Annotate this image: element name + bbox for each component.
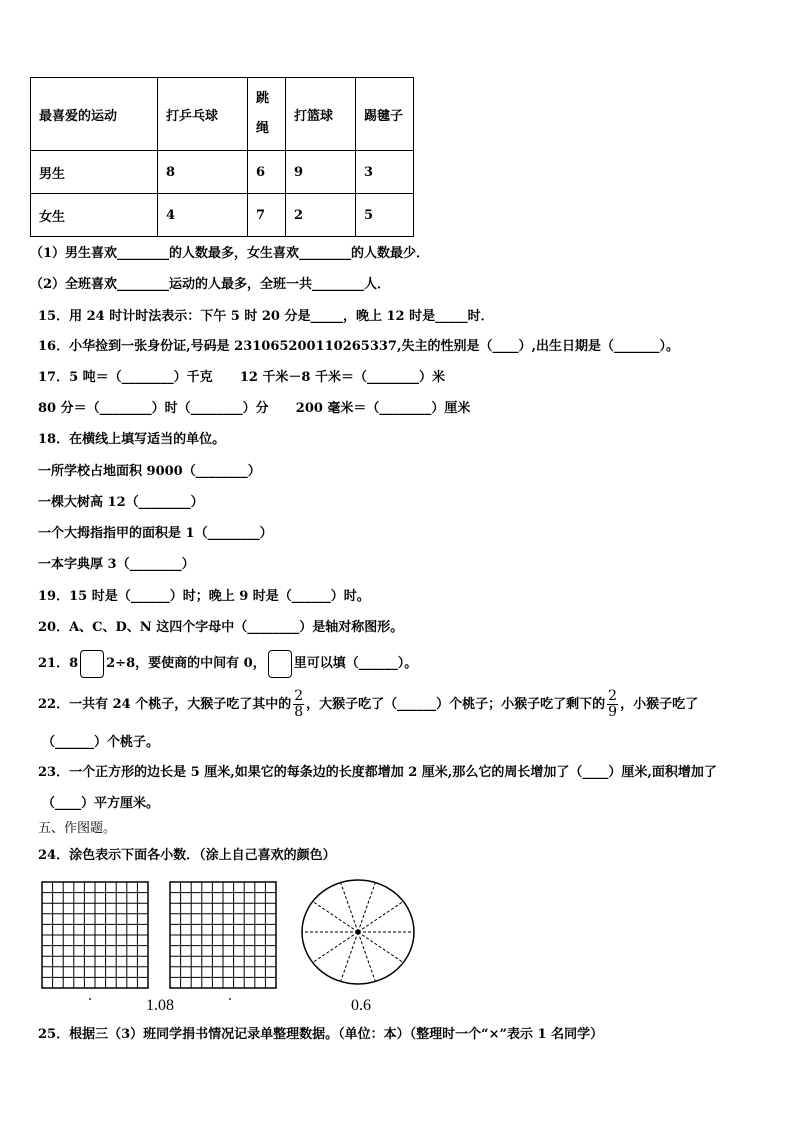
radius-line (358, 901, 403, 932)
radius-line (341, 932, 358, 981)
question-19: 19．15 时是（______）时；晚上 9 时是（______）时。 (38, 589, 370, 604)
center-dot (356, 930, 361, 935)
table-cell: 2 (286, 194, 356, 237)
table-cell: 7 (248, 194, 286, 237)
table-cell: 男生 (31, 151, 158, 194)
question-18d: 一本字典厚 3（________） (38, 557, 195, 572)
table-cell: 6 (248, 151, 286, 194)
table-row (31, 194, 414, 237)
answer-box (80, 650, 104, 678)
radius-line (313, 901, 358, 932)
question-22 (38, 688, 698, 722)
table-cell: 3 (356, 151, 414, 194)
question-14-1: （1）男生喜欢________的人数最多，女生喜欢________的人数最少． (30, 246, 430, 261)
table-header-cell: 打乒乓球 (158, 78, 248, 151)
table-cell: 4 (158, 194, 248, 237)
numerator: 2 (608, 688, 618, 704)
denominator: 9 (608, 704, 618, 720)
table-cell: 5 (356, 194, 414, 237)
q21-text: 2÷8，要使商的中间有 0， (106, 656, 266, 671)
question-23: 23．一个正方形的边长是 5 厘米,如果它的每条边的长度都增加 2 厘米,那么它的周长增加了（____）厘米,面积增加了 (38, 765, 717, 780)
question-18: 18．在横线上填写适当的单位。 (38, 432, 226, 447)
label-0-6: 0.6 (351, 997, 371, 1014)
fraction (293, 689, 304, 720)
fraction (607, 689, 618, 720)
numerator: 2 (294, 688, 304, 704)
q22-text: 22．一共有 24 个桃子，大猴子吃了其中的 (38, 697, 292, 712)
label-1-08: 1.08 (146, 997, 174, 1014)
question-15: 15．用 24 时计时法表示：下午 5 时 20 分是_____，晚上 12 时是_____时． (38, 309, 494, 324)
radius-line (358, 932, 375, 981)
question-23-cont: （____）平方厘米。 (42, 796, 160, 811)
table-cell: 女生 (31, 194, 158, 237)
table-header-cell: 打篮球 (286, 78, 356, 151)
denominator: 8 (294, 704, 304, 720)
question-24: 24．涂色表示下面各小数．（涂上自己喜欢的颜色） (38, 848, 336, 863)
table-row (31, 151, 414, 194)
question-16: 16．小华捡到一张身份证,号码是 231065200110265337,失主的性别是（____）,出生日期是（_______）。 (38, 339, 680, 354)
q22-text: ，大猴子吃了（______）个桃子；小猴子吃了剩下的 (306, 697, 606, 712)
radius-line (358, 883, 375, 932)
q22-text: ，小猴子吃了 (620, 697, 699, 712)
radius-line (313, 932, 358, 963)
radius-line (341, 883, 358, 932)
question-22-cont: （______）个桃子。 (42, 735, 160, 750)
q21-text: 里可以填（______）。 (293, 656, 418, 671)
question-25: 25．根据三（3）班同学捐书情况记录单整理数据。（单位：本）（整理时一个“×”表示 1 名同学） (38, 1027, 604, 1042)
q21-text: 21．8 (38, 656, 79, 671)
table-cell: 8 (158, 151, 248, 194)
question-18a: 一所学校占地面积 9000（________） (38, 464, 261, 479)
sports-table (30, 77, 414, 237)
answer-box (268, 650, 292, 678)
question-21 (38, 649, 417, 679)
table-header-cell: 踢毽子 (356, 78, 414, 151)
question-18b: 一棵大树高 12（________） (38, 495, 204, 510)
radius-line (358, 932, 403, 963)
table-header-cell: 跳 绳 (248, 78, 286, 151)
table-header-cell: 最喜爱的运动 (31, 78, 158, 151)
question-18c: 一个大拇指指甲的面积是 1（________） (38, 526, 273, 541)
question-20: 20．A、C、D、N 这四个字母中（________）是轴对称图形。 (38, 620, 404, 635)
question-17a: 17．5 吨＝（________）千克 12 千米－8 千米＝（________）米 (38, 370, 446, 385)
question-17b: 80 分＝（________）时（________）分 200 毫米＝（________）厘米 (38, 401, 471, 416)
grid-figures (0, 870, 440, 1000)
question-14-2: （2）全班喜欢________运动的人最多，全班一共________人． (30, 277, 391, 292)
table-cell: 9 (286, 151, 356, 194)
section-5-title: 五、作图题。 (38, 821, 117, 836)
